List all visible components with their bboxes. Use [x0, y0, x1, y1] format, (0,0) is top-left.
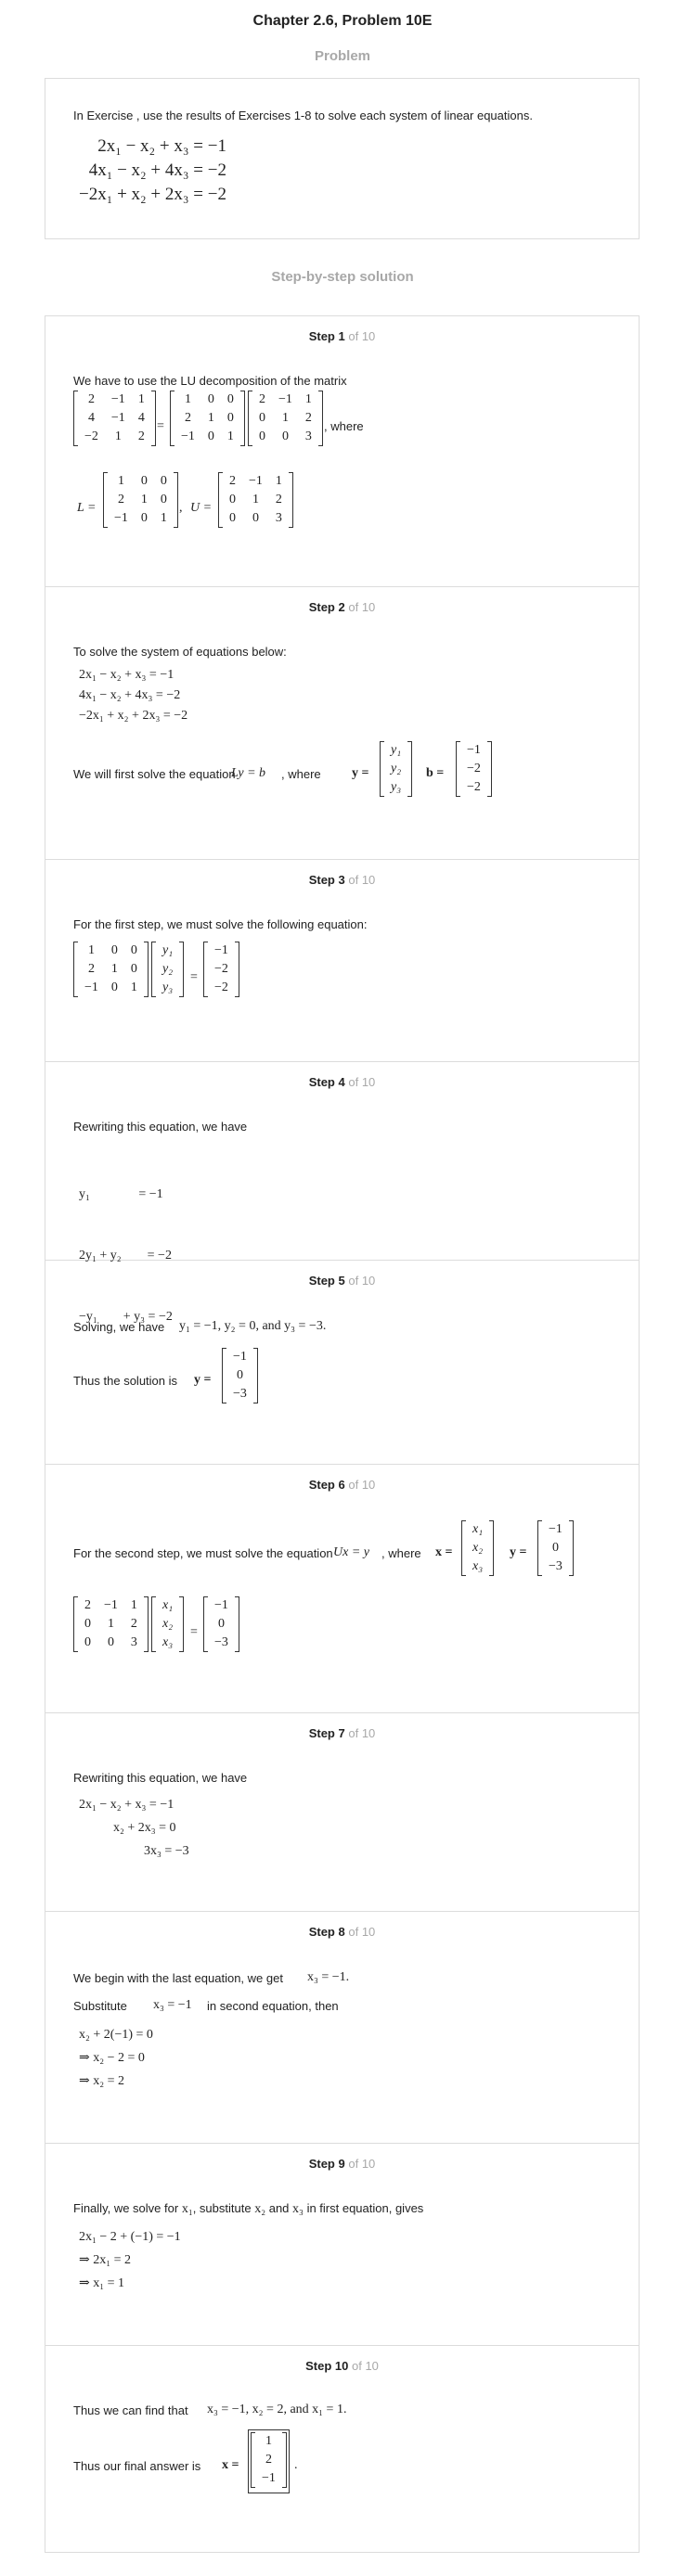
matrix-u2: 2 −1 1 0 1 2 0 0 3 — [218, 472, 293, 528]
step-text: We have to use the LU decomposition of the matrix — [73, 374, 347, 388]
y-label: y = — [510, 1545, 527, 1559]
step-text: Thus the solution is — [73, 1374, 178, 1388]
step-6 — [45, 1465, 639, 1713]
step-text: Substitute — [73, 1999, 127, 2013]
step-heading: Step 9 of 10 — [308, 2157, 376, 2171]
step-1 — [45, 316, 639, 587]
equation: ⇒ x₂ − 2 = 0 — [79, 2051, 145, 2065]
step-2 — [45, 587, 639, 860]
matrix-l2: 1 0 0 2 1 0 −1 0 1 — [103, 472, 178, 528]
step-text: in second equation, then — [207, 1999, 339, 2013]
step-10 — [45, 2346, 639, 2552]
equals-sign: = — [190, 1625, 198, 1639]
math-value: x₃ = −1. — [307, 1970, 350, 1984]
period: . — [294, 2458, 298, 2472]
equation-system — [79, 2225, 181, 2295]
matrix-l: 1 0 0 2 1 0 −1 0 1 — [170, 391, 245, 446]
steps-container — [45, 315, 640, 2553]
page-title: Chapter 2.6, Problem 10E — [252, 13, 433, 29]
vector-y: y₁ y₂ y₃ — [380, 741, 412, 797]
solution-values: x₃ = −1, x₂ = 2, and x₁ = 1. — [207, 2403, 347, 2416]
step-7 — [45, 1713, 639, 1912]
equation: x₂ + 2(−1) = 0 — [79, 2028, 153, 2042]
equation-system — [79, 665, 187, 726]
y-label: y = — [352, 766, 369, 780]
x-label: x = — [435, 1545, 453, 1559]
final-answer-box — [248, 2429, 290, 2493]
problem-equation: −2x₁ + x₂ + 2x₃ = −2 — [79, 185, 226, 204]
step-text: Solving, we have — [73, 1320, 165, 1334]
equation: 2x₁ − x₂ + x₃ = −1 — [79, 1798, 174, 1812]
equation: 2y₁ + y₂ = −2 — [79, 1249, 172, 1262]
equation: ⇒ x₂ = 2 — [79, 2074, 125, 2088]
u-label: U = — [190, 501, 213, 515]
equation: ⇒ x₁ = 1 — [79, 2276, 125, 2290]
step-heading: Step 1 of 10 — [308, 329, 376, 343]
l-label: L = — [77, 501, 97, 515]
equation-inline: Ly = b — [231, 766, 266, 780]
vector-b: −1 −2 −2 — [203, 942, 239, 997]
matrix-a: 2 −1 1 4 −1 4 −2 1 2 — [73, 391, 156, 446]
problem-equation: 2x₁ − x₂ + x₃ = −1 — [97, 136, 226, 156]
step-text: To solve the system of equations below: — [73, 645, 287, 659]
step-text: Rewriting this equation, we have — [73, 1120, 248, 1134]
step-5 — [45, 1261, 639, 1465]
matrix-u: 2 −1 1 0 1 2 0 0 3 — [73, 1596, 149, 1652]
step-heading: Step 4 of 10 — [308, 1075, 376, 1089]
equation-system — [79, 1793, 189, 1863]
equation: −2x₁ + x₂ + 2x₃ = −2 — [79, 709, 188, 723]
step-heading: Step 3 of 10 — [308, 873, 376, 887]
comma: , — [179, 501, 183, 515]
problem-statement: In Exercise , use the results of Exercises 1-8 to solve each system of linear equations. — [73, 109, 533, 122]
step-heading: Step 10 of 10 — [305, 2359, 379, 2373]
step-8 — [45, 1912, 639, 2144]
solution-values: y₁ = −1, y₂ = 0, and y₃ = −3. — [179, 1319, 327, 1333]
equation: −y₁ + y₃ = −2 — [79, 1310, 173, 1324]
equation-inline: Ux = y — [333, 1545, 369, 1559]
vector-x: 1 2 −1 — [251, 2432, 287, 2488]
step-heading: Step 2 of 10 — [308, 600, 376, 614]
vector-y: y₁ y₂ y₃ — [151, 942, 184, 997]
equation: x₂ + 2x₃ = 0 — [113, 1821, 176, 1835]
step-text: We begin with the last equation, we get — [73, 1971, 283, 1985]
step-heading: Step 6 of 10 — [308, 1478, 376, 1492]
where-text: , where — [324, 419, 364, 433]
math-value: x₃ = −1 — [153, 1998, 192, 2012]
step-text: Thus we can find that — [73, 2403, 188, 2417]
equation-system — [79, 2023, 153, 2093]
problem-section-title: Problem — [314, 48, 370, 64]
vector-x: x₁ x₂ x₃ — [151, 1596, 184, 1652]
b-label: b = — [426, 766, 445, 780]
problem-card — [45, 78, 640, 239]
matrix-u: 2 −1 1 0 1 2 0 0 3 — [248, 391, 323, 446]
where-text: , where — [381, 1546, 421, 1560]
vector-b: −1 −2 −2 — [456, 741, 492, 797]
equation: 3x₃ = −3 — [144, 1844, 189, 1858]
solution-section-title: Step-by-step solution — [271, 269, 414, 285]
where-text: , where — [281, 767, 321, 781]
equation: 4x₁ − x₂ + 4x₃ = −2 — [79, 688, 181, 702]
step-text: Thus our final answer is — [73, 2459, 201, 2473]
vector-x: x₁ x₂ x₃ — [461, 1520, 494, 1576]
step-9 — [45, 2144, 639, 2346]
x-label: x = — [222, 2458, 239, 2472]
step-text: We will first solve the equation — [73, 767, 236, 781]
step-heading: Step 7 of 10 — [308, 1726, 376, 1740]
equals-sign: = — [157, 419, 164, 433]
vector-y: −1 0 −3 — [222, 1348, 258, 1403]
y-label: y = — [194, 1373, 212, 1387]
problem-equations — [79, 135, 226, 207]
step-3 — [45, 860, 639, 1062]
equation: 2x₁ − 2 + (−1) = −1 — [79, 2230, 181, 2244]
step-text: For the second step, we must solve the equation — [73, 1546, 333, 1560]
step-heading: Step 5 of 10 — [308, 1274, 376, 1288]
equation: ⇒ 2x₁ = 2 — [79, 2253, 132, 2267]
problem-equation: 4x₁ − x₂ + 4x₃ = −2 — [88, 160, 226, 180]
matrix-l: 1 0 0 2 1 0 −1 0 1 — [73, 942, 149, 997]
equation: 2x₁ − x₂ + x₃ = −1 — [79, 668, 174, 682]
vector-y: −1 0 −3 — [203, 1596, 239, 1652]
vector-y: −1 0 −3 — [537, 1520, 574, 1576]
equals-sign: = — [190, 970, 198, 984]
step-text: Rewriting this equation, we have — [73, 1771, 248, 1785]
step-text: For the first step, we must solve the following equation: — [73, 917, 368, 931]
step-text: Finally, we solve for x₁, substitute x₂ and x₃ in first equation, gives — [73, 2201, 424, 2216]
step-heading: Step 8 of 10 — [308, 1925, 376, 1939]
equation: y₁ = −1 — [79, 1187, 163, 1201]
